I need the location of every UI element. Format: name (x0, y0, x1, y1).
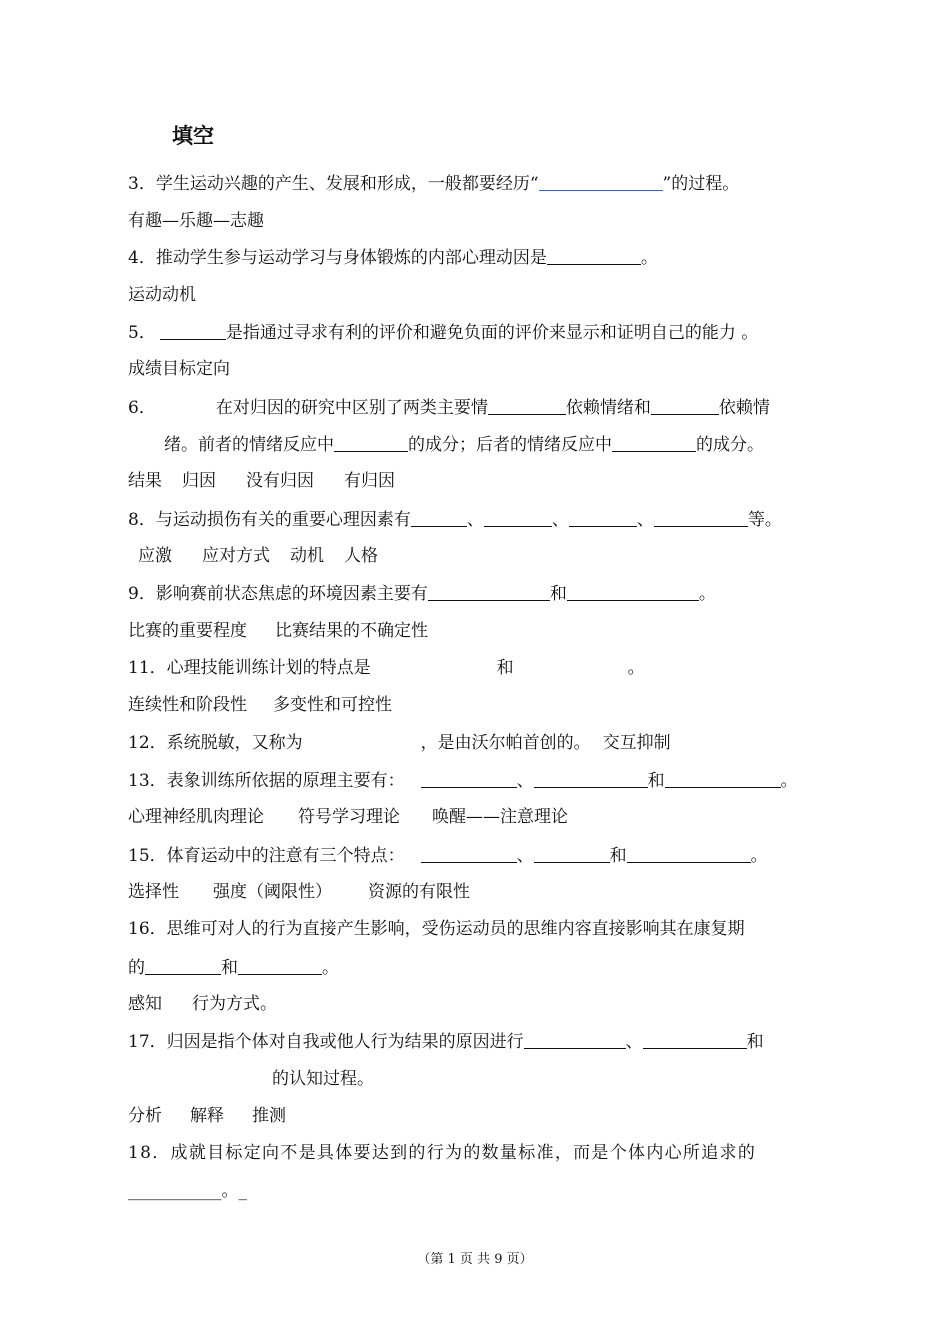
question-number: 6． (128, 398, 156, 418)
answer-11 (128, 694, 838, 716)
answer-blank (643, 1030, 747, 1049)
question-text: 11．心理技能训练计划的特点是 (128, 658, 371, 678)
question-8: 8．与运动损伤有关的重要心理因素有 、 、 、 等。 (128, 510, 782, 530)
answer-item: 心理神经肌肉理论 (128, 807, 264, 827)
question-text: 依赖情 (718, 398, 770, 418)
question-16: 16．思维可对人的行为直接产生影响，受伤运动员的思维内容直接影响其在康复期 (128, 919, 745, 939)
answer-blank (524, 1030, 626, 1049)
answer-blank (421, 769, 517, 788)
question-text: 12．系统脱敏，又称为 (128, 733, 303, 753)
answer-9 (128, 620, 838, 642)
answer-blank (651, 396, 719, 415)
answer-item: 人格 (344, 546, 378, 566)
answer-item: 强度（阈限性） (213, 882, 332, 902)
answer-13 (128, 806, 838, 828)
answer-blank (567, 582, 699, 601)
question-9: 9．影响赛前状态焦虑的环境因素主要有 和 。 (128, 584, 716, 604)
answer-blank (534, 844, 610, 863)
answer-17 (128, 1105, 838, 1127)
question-text: 的成分；后者的情绪反应中 (408, 435, 612, 455)
answer-15 (128, 881, 838, 903)
question-17: 17．归因是指个体对自我或他人行为结果的原因进行 、 和 (128, 1032, 764, 1052)
question-6-cont (164, 433, 874, 456)
answer-16 (128, 993, 838, 1015)
question-number: 5． (128, 323, 156, 343)
question-text: 等。 (747, 510, 782, 530)
question-5 (128, 321, 838, 344)
question-text: 是指通过寻求有利的评价和避免负面的评价来显示和证明自己的能力 。 (225, 323, 759, 343)
answer-item: 连续性和阶段性 (128, 695, 247, 715)
answer-blank (665, 769, 781, 788)
answer-item: 没有归因 (246, 471, 314, 491)
answer-12: 交互抑制 (602, 733, 671, 753)
answer-5: 成绩目标定向 (128, 359, 230, 379)
answer-item: 选择性 (128, 882, 179, 902)
question-text: ”的过程。 (662, 174, 740, 194)
question-18: 18．成就目标定向不是具体要达到的行为的数量标准，而是个体内心所追求的 (128, 1143, 757, 1163)
answer-item: 符号学习理论 (298, 807, 400, 827)
answer-item: 唤醒——注意理论 (432, 807, 568, 827)
answer-item: 感知 (128, 994, 162, 1014)
question-6 (128, 396, 838, 419)
answer-item: 多变性和可控性 (273, 695, 392, 715)
answer-blank (421, 844, 517, 863)
answer-blank (334, 433, 408, 452)
question-text: ，是由沃尔帕首创的。 (420, 733, 591, 753)
question-text: 绪。前者的情绪反应中 (164, 435, 334, 455)
section-title: 填空 (172, 124, 214, 148)
question-15: 15．体育运动中的注意有三个特点： 、 和 。 (128, 846, 768, 866)
answer-item: 行为方式。 (192, 994, 277, 1014)
answer-blank (534, 769, 648, 788)
answer-blank (145, 956, 221, 975)
answer-3: 有趣—乐趣—志趣 (128, 211, 264, 231)
answer-blank (654, 508, 748, 527)
question-text: 17．归因是指个体对自我或他人行为结果的原因进行 (128, 1032, 524, 1052)
answer-item: 应对方式 (202, 546, 270, 566)
question-text: 。 (750, 846, 768, 866)
page-footer: （第 1 页 共 9 页） (417, 1252, 533, 1267)
question-12 (128, 732, 838, 754)
question-16-cont: 的 和 。 (128, 958, 339, 978)
answer-item: 比赛结果的不确定性 (275, 621, 428, 641)
question-text: 在对归因的研究中区别了两类主要情 (215, 398, 488, 418)
question-13: 13．表象训练所依据的原理主要有： 、 和 。 (128, 771, 798, 791)
answer-blank (160, 321, 226, 340)
answer-blank (411, 508, 467, 527)
answer-blank (539, 172, 663, 191)
question-text: 。 (627, 658, 645, 678)
question-text: 9．影响赛前状态焦虑的环境因素主要有 (128, 584, 428, 604)
question-text: 8．与运动损伤有关的重要心理因素有 (128, 510, 411, 530)
question-text: 。 (780, 771, 798, 791)
answer-blank (569, 508, 637, 527)
question-text: 。 (640, 248, 658, 268)
answer-blank (488, 396, 566, 415)
answer-blank (627, 844, 751, 863)
answer-blank (547, 246, 641, 265)
answer-8 (138, 545, 848, 567)
answer-item: 推测 (252, 1106, 286, 1126)
question-text: 3．学生运动兴趣的产生、发展和形成，一般都要经历“ (128, 174, 539, 194)
question-text: 的成分。 (696, 435, 764, 455)
question-text: 15．体育运动中的注意有三个特点： (128, 846, 405, 866)
question-text: 4．推动学生参与运动学习与身体锻炼的内部心理动因是 (128, 248, 547, 268)
question-11: 11．心理技能训练计划的特点是 和 。 (128, 658, 645, 678)
question-text: 13．表象训练所依据的原理主要有： (128, 771, 405, 791)
answer-blank (612, 433, 696, 452)
answer-blank (238, 956, 322, 975)
answer-item: 分析 (128, 1106, 162, 1126)
question-3 (128, 172, 838, 195)
question-18-cont: ___________。_ (128, 1181, 247, 1201)
answer-item: 有归因 (344, 471, 395, 491)
answer-blank (428, 582, 550, 601)
answer-blank (484, 508, 552, 527)
question-text: 依赖情绪和 (565, 398, 651, 418)
answer-4: 运动动机 (128, 285, 196, 305)
answer-item: 资源的有限性 (368, 882, 470, 902)
answer-item: 结果 (128, 471, 162, 491)
question-text: 。 (698, 584, 716, 604)
answer-item: 比赛的重要程度 (128, 621, 247, 641)
answer-6 (128, 470, 838, 492)
answer-item: 归因 (182, 471, 216, 491)
answer-item: 解释 (190, 1106, 224, 1126)
question-4 (128, 246, 838, 269)
question-17-cont: 的认知过程。 (272, 1069, 374, 1089)
answer-item: 应激 (138, 546, 172, 566)
answer-item: 动机 (290, 546, 324, 566)
